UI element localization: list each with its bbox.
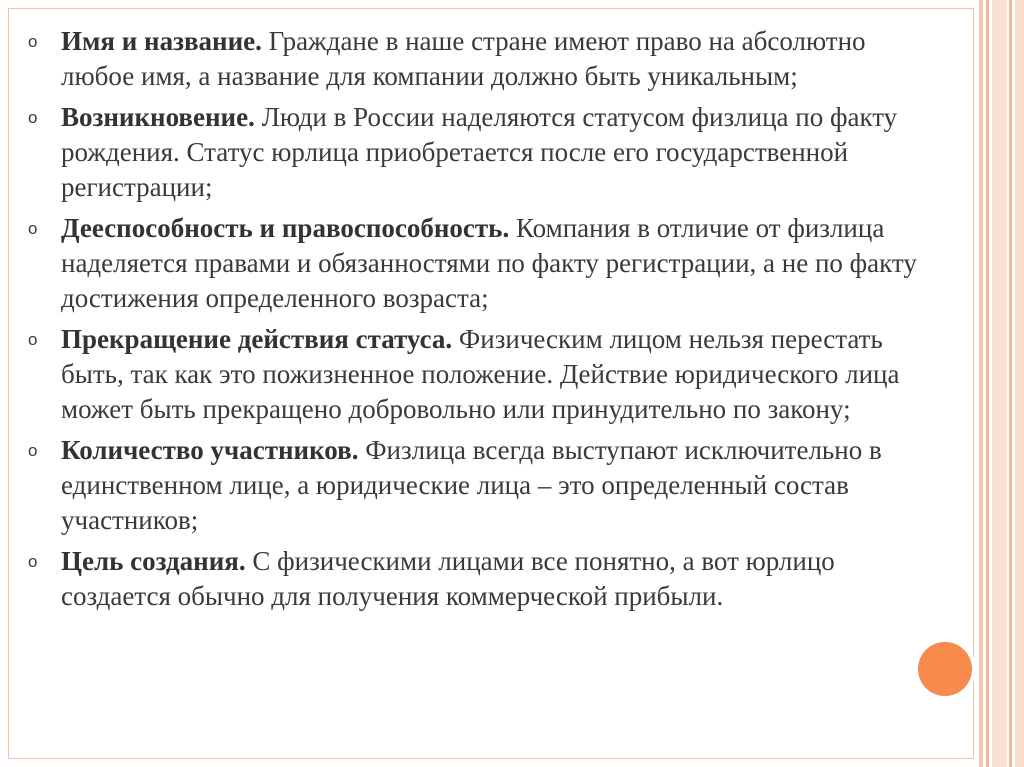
list-item	[28, 544, 933, 614]
stripe	[979, 0, 983, 767]
list-item	[28, 433, 933, 538]
decorative-stripes	[978, 0, 1024, 767]
orange-circle-fill	[918, 642, 972, 696]
stripe	[992, 0, 1007, 767]
stripe	[1015, 0, 1024, 767]
item-term: Возникновение.	[61, 102, 262, 132]
item-text: Компания в отличие от физлица наделяется правами и обязанностями по факту регистрации, а не по факту достижения определенного возраста;	[61, 213, 917, 313]
orange-circle-icon	[914, 638, 976, 700]
item-text: Физлица всегда выступают исключительно в единственном лице, а юридические лица – это определенный состав участников;	[61, 435, 882, 535]
item-text: Граждане в наше стране имеют право на абсолютно любое имя, а название для компании должно быть уникальным;	[61, 26, 866, 91]
list-item	[28, 322, 933, 427]
item-text: С физическими лицами все понятно, а вот юрлицо создается обычно для получения коммерческой прибыли.	[61, 546, 835, 611]
hollow-circle-bullet-icon: o	[28, 32, 38, 51]
stripe	[1009, 0, 1012, 767]
item-term: Прекращение действия статуса.	[61, 324, 459, 354]
list-item	[28, 100, 933, 205]
item-term: Имя и название.	[61, 26, 269, 56]
stripe	[986, 0, 989, 767]
item-term: Дееспособность и правоспособность.	[61, 213, 516, 243]
hollow-circle-bullet-icon: o	[28, 330, 38, 349]
hollow-circle-bullet-icon: o	[28, 441, 38, 460]
list-item	[28, 211, 933, 316]
item-term: Цель создания.	[61, 546, 253, 576]
hollow-circle-bullet-icon: o	[28, 108, 38, 127]
list-item	[28, 24, 933, 94]
hollow-circle-bullet-icon: o	[28, 552, 38, 571]
hollow-circle-bullet-icon: o	[28, 219, 38, 238]
item-text: Физическим лицом нельзя перестать быть, так как это пожизненное положение. Действие юридического лица может быть прекращено добровольно или принудительно по закону;	[61, 324, 900, 424]
item-text: Люди в России наделяются статусом физлица по факту рождения. Статус юрлица приобретается после его государственной регистрации;	[61, 102, 898, 202]
bullet-list	[28, 24, 933, 620]
item-term: Количество участников.	[61, 435, 366, 465]
